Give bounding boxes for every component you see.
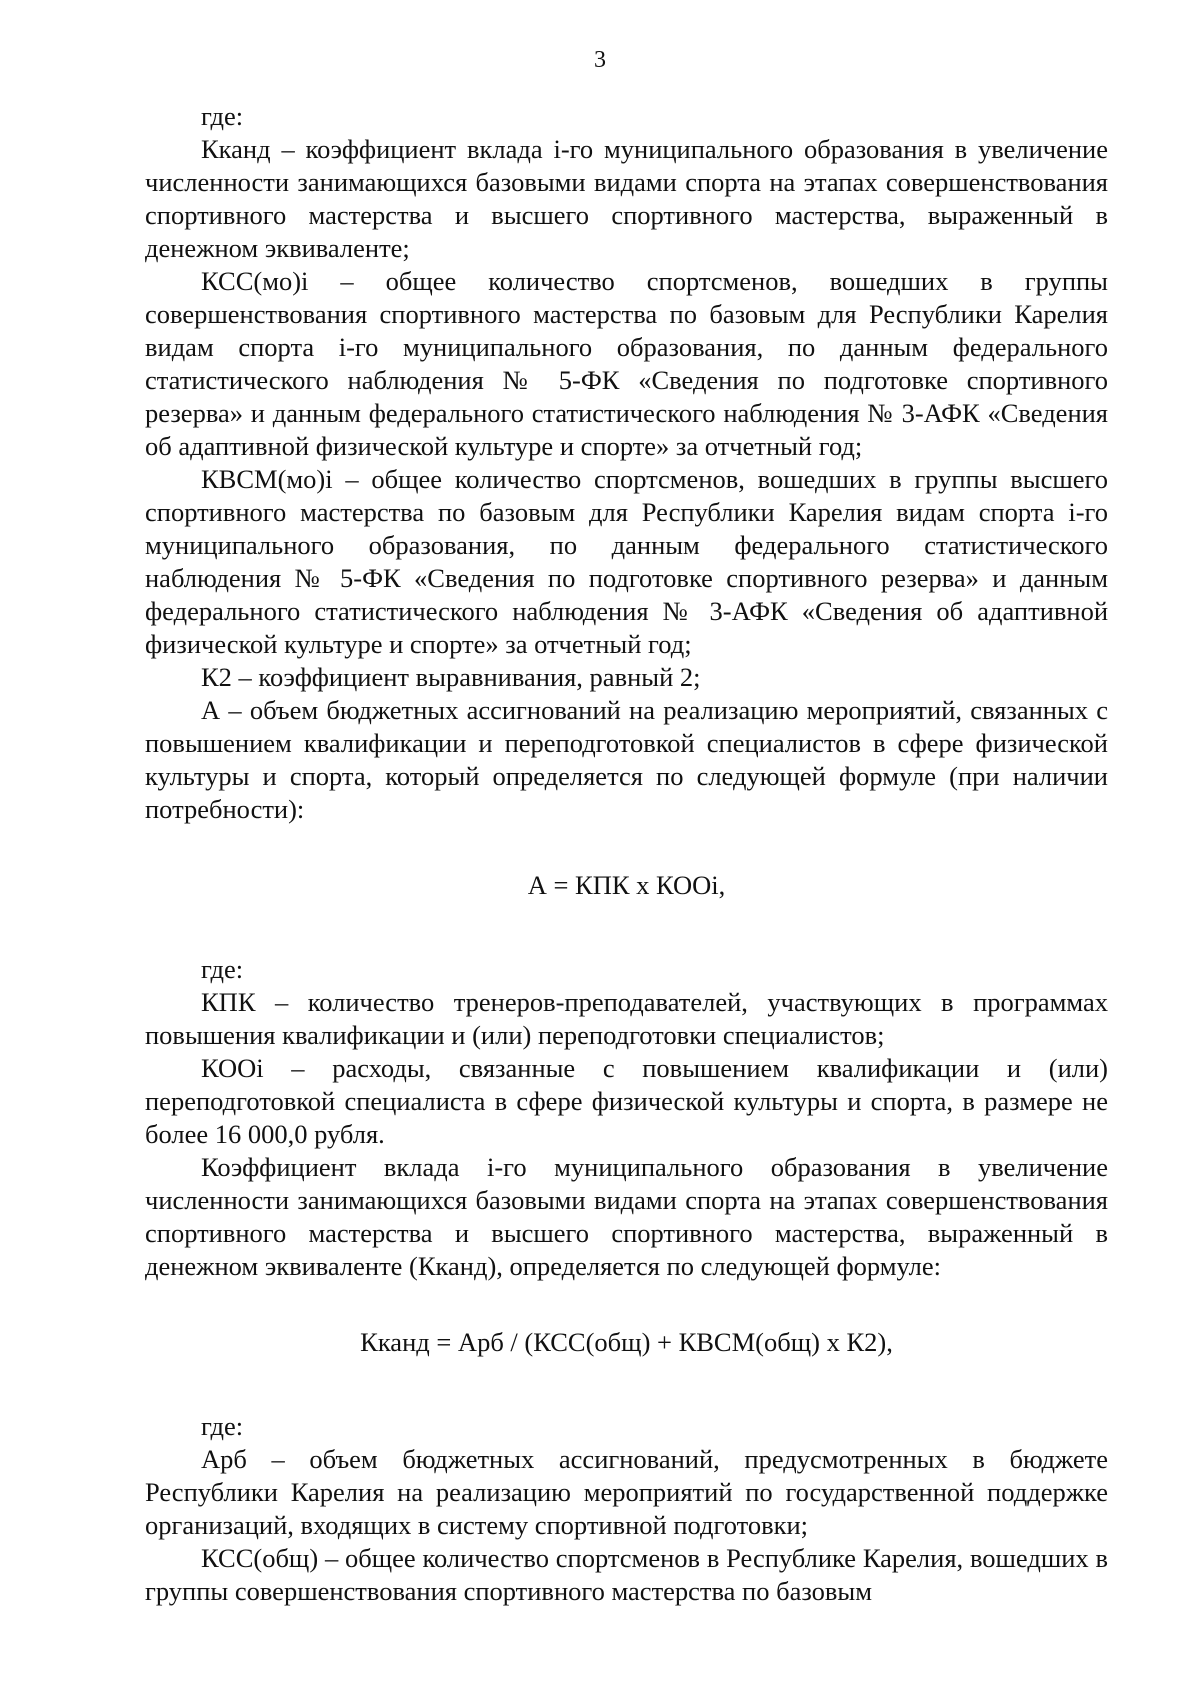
formula-kkand: Кканд = Арб / (КСС(общ) + КВСМ(общ) х К2), [360,1327,893,1357]
paragraph-where-3: где: [201,1411,244,1441]
paragraph-arb-definition: Арб – объем бюджетных ассигнований, предусмотренных в бюджете Республики Карелия на реализацию мероприятий по государственной поддержке организаций, входящих в систему спортивной подготовки; [145,1444,1108,1540]
paragraph-kvsm-mo-definition: КВСМ(мо)i – общее количество спортсменов, вошедших в группы высшего спортивного мастерства по базовым для Республики Карелия видам спорта i-го муниципального образования, по данным федерального статистического наблюдения № 5-ФК «Сведения по подготовке спортивного резерва» и данным федерального статистического наблюдения № 3-АФК «Сведения об адаптивной физической культуре и спорте» за отчетный год; [145,464,1108,659]
paragraph-where-1: где: [201,101,244,131]
page-number: 3 [594,47,606,73]
paragraph-kss-total-definition: КСС(общ) – общее количество спортсменов в Республике Карелия, вошедших в группы совершенствования спортивного мастерства по базовым [145,1543,1108,1606]
paragraph-kpk-definition: КПК – количество тренеров-преподавателей, участвующих в программах повышения квалификации и (или) переподготовки специалистов; [145,987,1108,1050]
paragraph-a-definition: А – объем бюджетных ассигнований на реализацию мероприятий, связанных с повышением квалификации и переподготовкой специалистов в сфере физической культуры и спорта, который определяется по следующей формуле (при наличии потребности): [145,695,1108,824]
paragraph-kss-mo-definition: КСС(мо)i – общее количество спортсменов, вошедших в группы совершенствования спортивного мастерства по базовым для Республики Карелия видам спорта i-го муниципального образования, по данным федерального статистического наблюдения № 5-ФК «Сведения по подготовке спортивного резерва» и данным федерального статистического наблюдения № 3-АФК «Сведения об адаптивной физической культуре и спорте» за отчетный год; [145,266,1108,461]
paragraph-kkand-definition: Кканд – коэффициент вклада i-го муниципального образования в увеличение численности занимающихся базовыми видами спорта на этапах совершенствования спортивного мастерства и высшего спортивного мастерства, выраженный в денежном эквиваленте; [145,134,1108,263]
paragraph-k2-definition: К2 – коэффициент выравнивания, равный 2; [201,662,701,692]
paragraph-where-2: где: [201,954,244,984]
document-body [145,100,1108,1608]
paragraph-kooi-definition: КООi – расходы, связанные с повышением квалификации и (или) переподготовкой специалиста в сфере физической культуры и спорта, в размере не более 16 000,0 рубля. [145,1053,1108,1149]
paragraph-kkand-intro: Коэффициент вклада i-го муниципального образования в увеличение численности занимающихся базовыми видами спорта на этапах совершенствования спортивного мастерства и высшего спортивного мастерства, выраженный в денежном эквиваленте (Кканд), определяется по следующей формуле: [145,1152,1108,1281]
formula-a: А = КПК х КООi, [527,870,726,900]
